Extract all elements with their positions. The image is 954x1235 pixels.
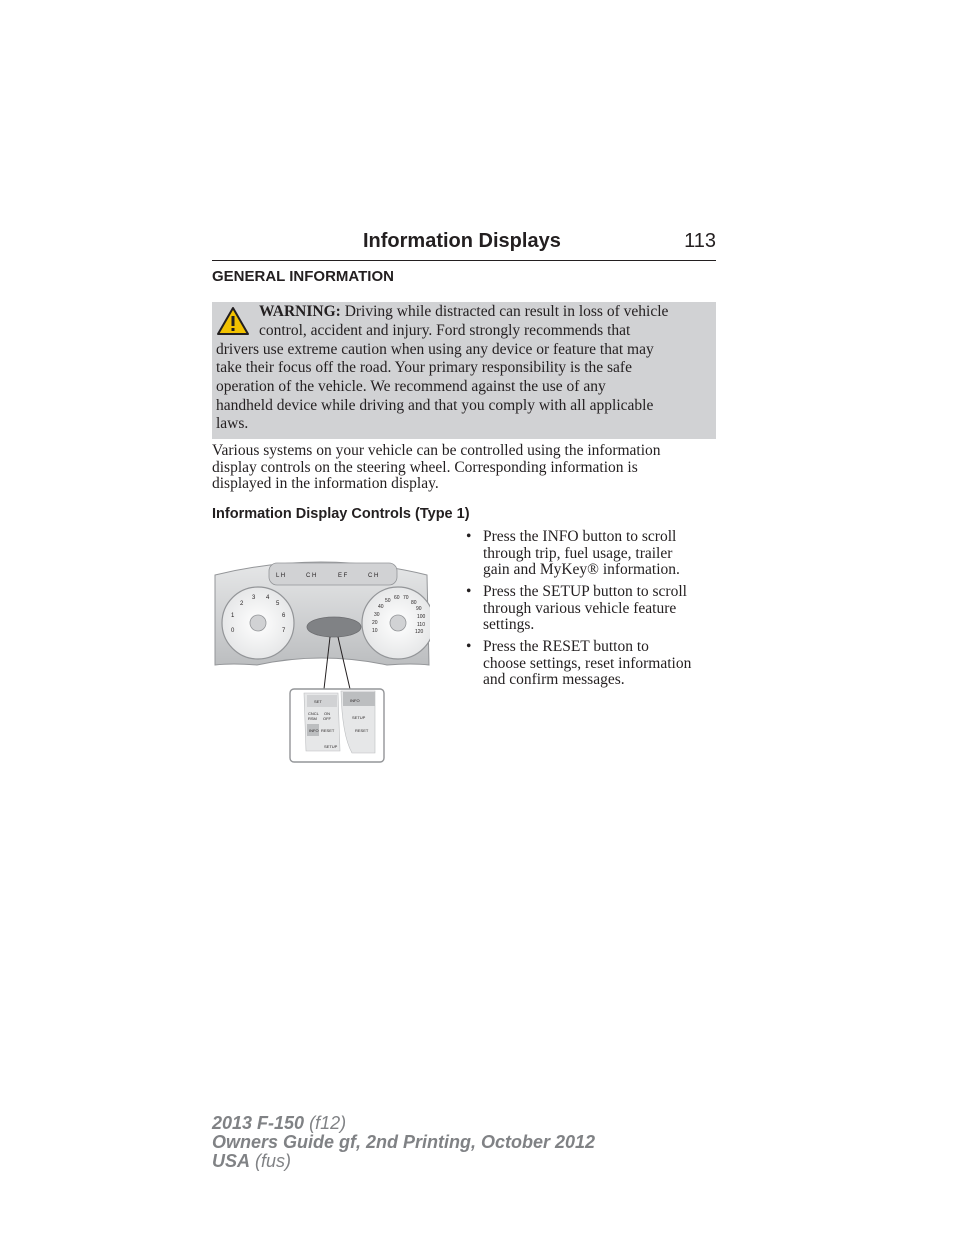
speed-label: 20 (372, 620, 378, 626)
speed-label: 110 (417, 622, 425, 628)
warning-box (212, 302, 716, 439)
tach-label: 6 (282, 613, 286, 619)
warning-triangle-icon (216, 306, 250, 336)
bullet-marker: • (466, 583, 472, 600)
tach-label: 1 (231, 613, 235, 619)
speed-label: 50 (385, 598, 391, 604)
tach-label: 4 (266, 595, 270, 601)
footer-line-2 (212, 1132, 595, 1153)
bullet-3-line-2: choose settings, reset information (483, 655, 692, 672)
warning-line-2: control, accident and injury. Ford strongly recommends that (259, 322, 631, 339)
setup-button-label-left: SETUP (324, 744, 338, 749)
warning-line-1 (259, 303, 668, 322)
bullet-1-line-2: through trip, fuel usage, trailer (483, 545, 673, 562)
bullet-2-line-1: Press the SETUP button to scroll (483, 583, 687, 600)
setup-button-label: SETUP (352, 715, 366, 720)
bullet-2-line-2: through various vehicle feature (483, 600, 677, 617)
info-button-label-left: INFO (309, 728, 319, 733)
speed-label: 60 (394, 595, 400, 601)
warning-line-5: operation of the vehicle. We recommend against the use of any (216, 378, 606, 395)
bullet-3-line-3: and confirm messages. (483, 671, 625, 688)
rsm-button-label: RSM (308, 716, 317, 721)
bullet-marker: • (466, 638, 472, 655)
bullet-1-line-3: gain and MyKey® information. (483, 561, 680, 578)
speed-label: 30 (374, 612, 380, 618)
gauge-trans-label: C H (368, 573, 379, 579)
bullet-1-line-1: Press the INFO button to scroll (483, 528, 677, 545)
section-heading: GENERAL INFORMATION (212, 268, 394, 285)
bullet-2-line-3: settings. (483, 616, 535, 633)
speed-label: 80 (411, 600, 417, 606)
speed-label: 120 (415, 629, 424, 635)
tach-label: 2 (240, 601, 244, 607)
intro-line-2: display controls on the steering wheel. Corresponding information is (212, 459, 638, 476)
gauge-fuel-label: E F (338, 573, 348, 579)
footer-model-code: (f12) (309, 1113, 347, 1133)
tach-label: 3 (252, 595, 256, 601)
tach-label: 7 (282, 628, 286, 634)
warning-text-1: Driving while distracted can result in loss of vehicle (344, 303, 669, 320)
off-button-label: OFF (323, 716, 331, 721)
reset-button-label: RESET (355, 728, 369, 733)
speed-label: 70 (403, 595, 409, 601)
footer-region: USA (212, 1151, 251, 1171)
footer-line-1 (212, 1113, 346, 1134)
on-button-label: ON (324, 711, 330, 716)
page-header (212, 228, 716, 261)
speed-label: 100 (417, 614, 426, 620)
tach-label: 5 (276, 601, 280, 607)
footer-guide: Owners Guide gf, 2nd Printing, October 2012 (212, 1132, 596, 1152)
footer-model: 2013 F-150 (212, 1113, 305, 1133)
instrument-cluster-illustration (212, 555, 430, 765)
footer-region-code: (fus) (255, 1151, 292, 1171)
bullet-marker: • (466, 528, 472, 545)
gauge-temp-label: C H (306, 573, 317, 579)
intro-line-3: displayed in the information display. (212, 475, 439, 492)
gauge-oil-label: L H (276, 573, 286, 579)
reset-button-label-left: RESET (321, 728, 335, 733)
warning-line-4: take their focus off the road. Your primary responsibility is the safe (216, 359, 632, 376)
speed-label: 90 (416, 606, 422, 612)
warning-line-7: laws. (216, 415, 249, 432)
page-number: 113 (684, 230, 716, 252)
warning-line-6: handheld device while driving and that you comply with all applicable (216, 397, 654, 414)
information-display (307, 617, 361, 637)
warning-line-3: drivers use extreme caution when using any device or feature that may (216, 341, 654, 358)
intro-line-1: Various systems on your vehicle can be controlled using the information (212, 442, 661, 459)
bullet-3-line-1: Press the RESET button to (483, 638, 649, 655)
subsection-heading: Information Display Controls (Type 1) (212, 506, 470, 522)
cncl-button-label: CNCL (308, 711, 319, 716)
tach-label: 0 (231, 628, 235, 634)
footer-line-3 (212, 1151, 291, 1172)
set-button-label: SET (314, 699, 322, 704)
info-button-label: INFO (350, 698, 360, 703)
warning-label: WARNING: (259, 303, 341, 320)
header-title: Information Displays (363, 230, 561, 252)
speed-label: 40 (378, 604, 384, 610)
speed-label: 10 (372, 628, 378, 634)
